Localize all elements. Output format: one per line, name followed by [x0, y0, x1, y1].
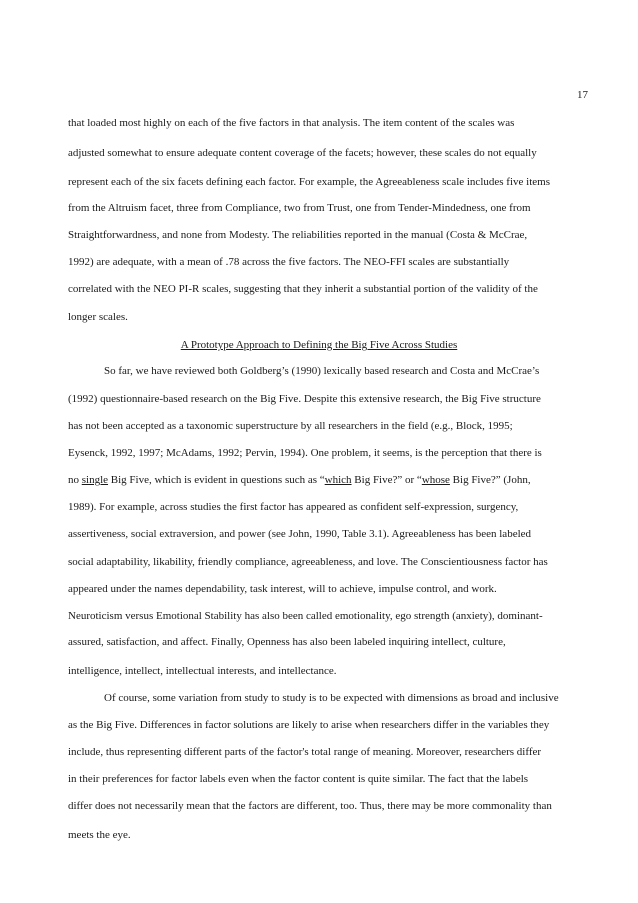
section-heading-text: A Prototype Approach to Defining the Big Five Across Studies: [180, 339, 458, 351]
text-line: longer scales.: [68, 311, 128, 323]
text-line: from the Altruism facet, three from Compliance, two from Trust, one from Tender-Mindedness, one from: [68, 202, 531, 214]
page-number: 17: [577, 89, 588, 101]
text-line: meets the eye.: [68, 829, 131, 841]
text-line: social adaptability, likability, friendly compliance, agreeableness, and love. The Conscientiousness factor has: [68, 556, 548, 568]
text-run: Big Five?” (John,: [449, 474, 531, 486]
text-line: assured, satisfaction, and affect. Finally, Openness has also been labeled inquiring intellect, culture,: [68, 636, 506, 648]
text-line: [68, 474, 531, 486]
text-line: correlated with the NEO PI-R scales, suggesting that they inherit a substantial portion of the validity of the: [68, 283, 538, 295]
text-run: no: [68, 474, 82, 486]
text-run: Big Five?” or “: [351, 474, 422, 486]
text-line: differ does not necessarily mean that the factors are different, too. Thus, there may be more commonality than: [68, 800, 552, 812]
text-line: adjusted somewhat to ensure adequate content coverage of the facets; however, these scales do not equally: [68, 147, 537, 159]
text-line: Of course, some variation from study to study is to be expected with dimensions as broad and inclusive: [104, 692, 559, 704]
text-line: represent each of the six facets defining each factor. For example, the Agreeableness scale includes five items: [68, 176, 550, 188]
text-line: Eysenck, 1992, 1997; McAdams, 1992; Pervin, 1994). One problem, it seems, is the perception that there is: [68, 447, 542, 459]
text-line: include, thus representing different parts of the factor's total range of meaning. Moreover, researchers differ: [68, 746, 542, 758]
text-line: has not been accepted as a taxonomic superstructure by all researchers in the field (e.g., Block, 1995;: [68, 420, 513, 432]
text-line: Straightforwardness, and none from Modesty. The reliabilities reported in the manual (Costa & McCrae,: [68, 229, 528, 241]
text-line: as the Big Five. Differences in factor solutions are likely to arise when researchers differ in the variables they: [68, 719, 550, 731]
underlined-word: whose: [421, 474, 450, 486]
text-line: 1992) are adequate, with a mean of .78 across the five factors. The NEO-FFI scales are substantially: [68, 256, 510, 268]
text-line: appeared under the names dependability, task interest, will to achieve, impulse control, and work.: [68, 583, 497, 595]
underlined-word: which: [324, 474, 352, 486]
text-line: Neuroticism versus Emotional Stability has also been called emotionality, ego strength (anxiety), dominant-: [68, 610, 543, 622]
text-line: 1989). For example, across studies the first factor has appeared as confident self-expression, surgency,: [68, 501, 519, 513]
text-line: (1992) questionnaire-based research on the Big Five. Despite this extensive research, the Big Five structure: [68, 393, 541, 405]
text-line: intelligence, intellect, intellectual interests, and intellectance.: [68, 665, 337, 677]
text-line: in their preferences for factor labels even when the factor content is quite similar. The fact that the labels: [68, 773, 529, 785]
section-heading: [0, 339, 638, 351]
text-run: Big Five, which is evident in questions such as “: [108, 474, 325, 486]
text-line: that loaded most highly on each of the five factors in that analysis. The item content of the scales was: [68, 117, 515, 129]
underlined-word: single: [81, 474, 109, 486]
text-line: So far, we have reviewed both Goldberg’s (1990) lexically based research and Costa and McCrae’s: [104, 365, 540, 377]
text-line: assertiveness, social extraversion, and power (see John, 1990, Table 3.1). Agreeableness has been labeled: [68, 528, 532, 540]
